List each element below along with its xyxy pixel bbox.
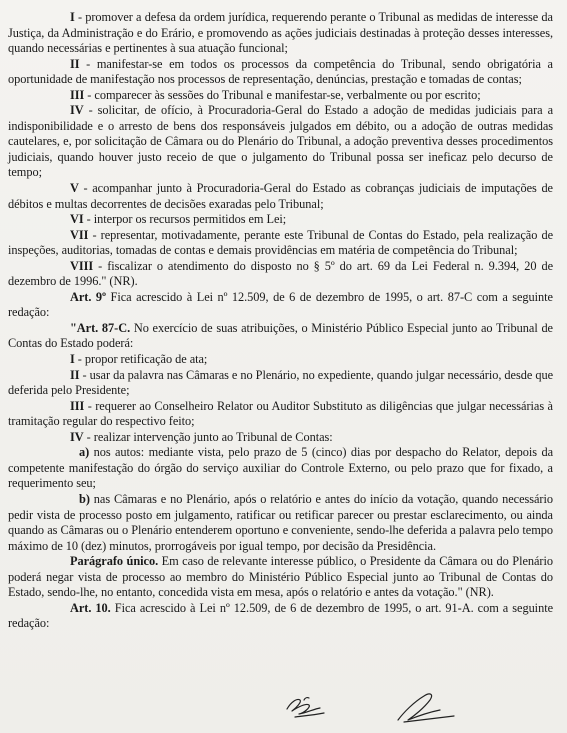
item-text: manifestar-se em todos os processos da competência do Tribunal, sendo obrigatória a oportunidade de manifestação nos processos de representação, denúncias, prestação e tomadas de contas;	[8, 56, 553, 87]
item-sep: -	[84, 87, 95, 102]
item-label: II	[70, 367, 80, 382]
item-text: usar da palavra nas Câmaras e no Plenário, no expediente, quando julgar necessário, desde que deferida pelo Presidente;	[8, 367, 553, 398]
item-text: acompanhar junto à Procuradoria-Geral do Estado as cobranças judiciais de imputações de débitos e multas decorrentes de decisões exaradas pelo Tribunal;	[8, 181, 553, 211]
article-9	[8, 290, 553, 321]
article-text: No exercício de suas atribuições, o Ministério Público Especial junto ao Tribunal de Contas do Estado poderá:	[8, 320, 553, 351]
item-text: representar, motivadamente, perante este Tribunal de Contas do Estado, pela realização de inspeções, auditorias, tomadas de contas e demais providências em matéria de competência do Tribunal;	[8, 227, 553, 258]
signature-right	[398, 694, 454, 722]
item-sep: -	[74, 352, 85, 367]
item-sep: -	[93, 258, 108, 273]
item-text: promover a defesa da ordem jurídica, requerendo perante o Tribunal as medidas de interesse da Justiça, da Administração e do Erário, e promovendo as ações judiciais destinadas à proteção desses interesses, quando necessárias e pertinentes à sua atuação funcional;	[8, 10, 553, 56]
sub-item-II	[8, 368, 553, 399]
initials-signature-left	[287, 698, 324, 717]
item-label: V	[70, 181, 79, 196]
item-sep: -	[88, 227, 101, 242]
item-label: I	[70, 10, 75, 24]
item-label: IV	[70, 429, 84, 444]
item-text: interpor os recursos permitidos em Lei;	[93, 212, 287, 227]
article-label: Art. 10.	[70, 600, 111, 615]
item-text: solicitar, de ofício, à Procuradoria-Geral do Estado a adoção de medidas judiciais para a indisponibilidade e o arresto de bens dos responsáveis julgados em débito, ou a adoção de outras medidas cautelares, e, por solicitação de Câmara ou do Plenário do Tribunal, a adoção preventiva desses procedimentos judiciais, quando houver justo receio de que o julgamento do Tribunal possa ser ineficaz pelo decurso de tempo;	[8, 103, 553, 180]
item-sep: -	[79, 56, 97, 71]
paragrafo-unico	[8, 554, 553, 601]
alinea-text: nas Câmaras e no Plenário, após o relatório e antes do início da votação, quando necessário pedir vista de processo posto em julgamento, ratificar ou retificar parecer ou prestar esclarecimento, ou ainda quando as Câmaras ou o Plenário entenderem oportuno e conveniente, sendo-lhe deferida a palavra pelo tempo máximo de 10 (dez) minutos, prorrogáveis por igual tempo, por decisão da Presidência.	[8, 491, 553, 553]
alinea-b	[8, 492, 553, 554]
item-V	[8, 181, 553, 212]
item-label: IV	[70, 103, 84, 118]
item-label: II	[70, 56, 80, 71]
item-label: VIII	[70, 258, 94, 273]
item-label: VII	[70, 227, 89, 242]
item-sep: -	[84, 398, 96, 413]
alinea-label: b)	[79, 491, 90, 506]
item-III	[8, 88, 553, 104]
article-10	[8, 601, 553, 632]
alinea-a	[8, 445, 553, 492]
item-sep: -	[74, 10, 86, 24]
article-text: Fica acrescido à Lei nº 12.509, de 6 de dezembro de 1995, o art. 91-A. com a seguinte redação:	[8, 600, 553, 631]
document-body	[8, 10, 553, 632]
article-87c	[8, 321, 553, 352]
sub-item-III	[8, 399, 553, 430]
item-text: requerer ao Conselheiro Relator ou Auditor Substituto as diligências que julgar necessárias à tramitação regular do respectivo feito;	[8, 398, 553, 429]
article-label: "Art. 87-C.	[70, 320, 131, 335]
item-text: comparecer às sessões do Tribunal e manifestar-se, verbalmente ou por escrito;	[94, 87, 481, 102]
item-sep: -	[79, 367, 90, 382]
article-text: Fica acrescido à Lei nº 12.509, de 6 de dezembro de 1995, o art. 87-C com a seguinte redação:	[8, 289, 553, 320]
sub-item-IV	[8, 430, 553, 446]
article-label: Art. 9º	[70, 289, 107, 304]
item-VII	[8, 228, 553, 259]
item-label: I	[70, 352, 75, 367]
item-text: fiscalizar o atendimento do disposto no § 5º do art. 69 da Lei Federal n. 9.394, 20 de dezembro de 1996." (NR).	[8, 258, 553, 289]
item-sep: -	[83, 429, 94, 444]
item-label: III	[70, 398, 85, 413]
signatures	[0, 672, 567, 733]
item-I	[8, 10, 553, 57]
alinea-text: nos autos: mediante vista, pelo prazo de 5 (cinco) dias por despacho do Relator, depois da competente manifestação do órgão do serviço auxiliar do Controle Externo, ou pelo prazo que for fixado, a requerimento seu;	[8, 445, 553, 491]
item-text: realizar intervenção junto ao Tribunal de Contas:	[93, 429, 333, 444]
item-sep: -	[83, 103, 98, 118]
alinea-label: a)	[79, 445, 90, 460]
item-IV	[8, 103, 553, 181]
item-sep: -	[78, 181, 93, 196]
item-VI	[8, 212, 553, 228]
item-II	[8, 57, 553, 88]
item-label: VI	[70, 212, 84, 227]
item-text: propor retificação de ata;	[84, 352, 208, 367]
item-label: III	[70, 87, 85, 102]
paragrafo-text: Em caso de relevante interesse público, o Presidente da Câmara ou do Plenário poderá negar vista de processo ao membro do Ministério Público Especial junto ao Tribunal de Contas do Estado, sendo-lhe, no entanto, concedida vista em mesa, após o relatório e antes da votação." (NR).	[8, 554, 553, 600]
paragrafo-label: Parágrafo único.	[70, 554, 159, 569]
item-VIII	[8, 259, 553, 290]
item-sep: -	[83, 212, 94, 227]
sub-item-I	[8, 352, 553, 368]
